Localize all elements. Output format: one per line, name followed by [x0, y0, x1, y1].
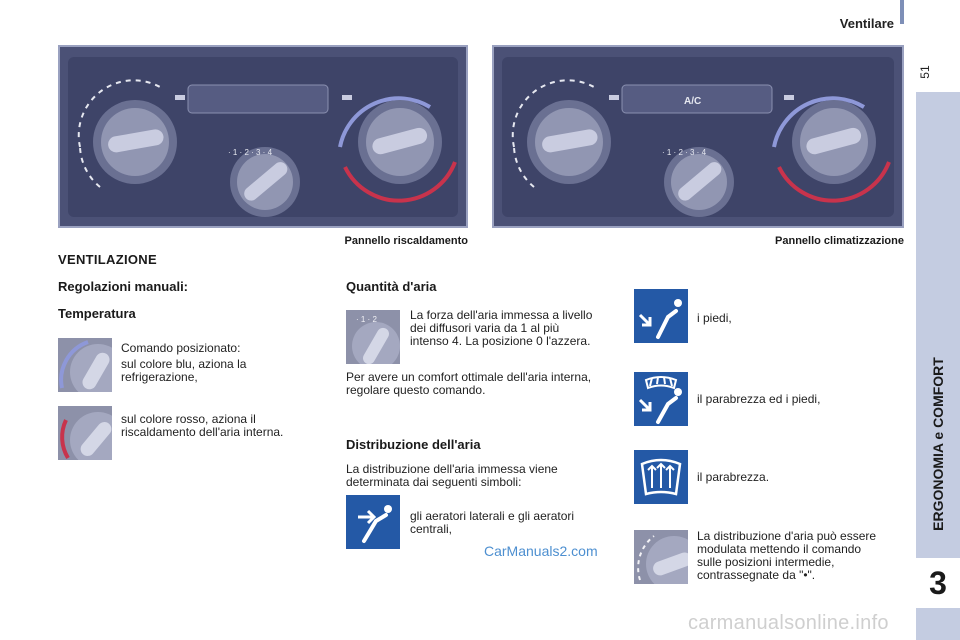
distribution-dial-thumb	[634, 530, 688, 584]
temperature-text-1: Comando posizionato:	[121, 341, 241, 355]
heating-panel-image	[58, 45, 468, 228]
site-watermark: CarManuals2.com	[484, 543, 598, 559]
manual-settings-title: Regolazioni manuali:	[58, 279, 189, 294]
air-quantity-title: Quantità d'aria	[346, 279, 437, 294]
page-number: 51	[918, 65, 932, 79]
temperature-red-thumb	[58, 406, 112, 460]
ac-panel-caption: Pannello climatizzazione	[775, 235, 904, 247]
chapter-title: ERGONOMIA e COMFORT	[930, 357, 946, 531]
heating-panel-caption: Pannello riscaldamento	[344, 235, 468, 247]
air-distribution-intro: La distribuzione dell'aria immessa viene determinata dai seguenti simboli:	[346, 462, 558, 489]
footer-watermark: carmanualsonline.info	[688, 612, 889, 634]
modulate-text: La distribuzione d'aria può essere modulata mettendo il comando sulle posizioni intermedie, contrassegnate da "•".	[697, 529, 877, 582]
air-distribution-title: Distribuzione dell'aria	[346, 437, 481, 452]
temperature-text-3: sul colore rosso, aziona il riscaldamento dell'aria interna.	[121, 412, 284, 439]
vents-icon	[346, 495, 400, 549]
air-quantity-thumb	[346, 310, 400, 364]
feet-text: i piedi,	[697, 311, 732, 325]
windscreen-feet-icon	[634, 372, 688, 426]
section-title: Ventilare	[839, 16, 894, 31]
ac-button-label: A/C	[684, 96, 702, 107]
air-quantity-text-1: La forza dell'aria immessa a livello dei diffusori varia da 1 al più intenso 4. La posizione 0 l'azzera.	[410, 308, 593, 348]
feet-icon	[634, 289, 688, 343]
svg-text:· 1 · 2 · 3 · 4: · 1 · 2 · 3 · 4	[662, 148, 707, 157]
header-divider	[900, 0, 904, 24]
ac-panel-image	[492, 45, 904, 228]
temperature-text-2: sul colore blu, aziona la refrigerazione,	[121, 357, 247, 384]
windscreen-text: il parabrezza.	[697, 470, 770, 484]
windscreen-feet-text: il parabrezza ed i piedi,	[697, 392, 821, 406]
windscreen-icon	[634, 450, 688, 504]
chapter-number: 3	[916, 558, 960, 608]
temperature-blue-thumb	[58, 338, 112, 392]
vents-text: gli aeratori laterali e gli aeratori centrali,	[410, 509, 575, 536]
svg-text:· 1 · 2 · 3 · 4: · 1 · 2 · 3 · 4	[228, 148, 273, 157]
air-quantity-text-2: Per avere un comfort ottimale dell'aria interna, regolare questo comando.	[346, 370, 592, 397]
svg-text:· 1 · 2: · 1 · 2	[356, 315, 377, 324]
main-title: VENTILAZIONE	[58, 252, 157, 267]
temperature-title: Temperatura	[58, 306, 136, 321]
